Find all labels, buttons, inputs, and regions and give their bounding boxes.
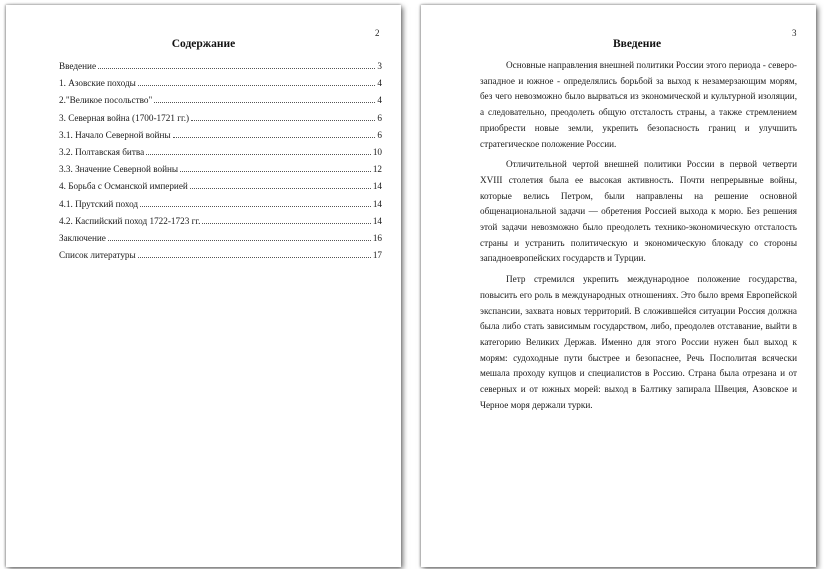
- toc-entry: [59, 75, 382, 92]
- toc-leader-dots: [202, 222, 370, 224]
- toc-entry: [59, 178, 382, 195]
- page-number: 3: [792, 28, 797, 38]
- toc-entry: [59, 161, 382, 178]
- toc-leader-dots: [138, 84, 376, 86]
- paragraph-line: Отличительной чертой внешней политики России в первой четверти: [506, 159, 797, 170]
- toc-entry: [59, 58, 382, 75]
- paragraph-line: стратегическое положение России.: [480, 138, 617, 149]
- paragraph-line: а следовательно, преодолеть общую отсталость страны, а также стремлением: [480, 107, 797, 118]
- toc-entry: [59, 144, 382, 161]
- toc-leader-dots: [154, 101, 375, 103]
- toc-leader-dots: [140, 205, 371, 207]
- toc-leader-dots: [108, 239, 371, 241]
- contents-heading: Содержание: [171, 38, 236, 50]
- toc-entry-title: Введение: [59, 61, 97, 71]
- paragraph-line: северных и от южных морей: выход в Балтику запирала Швеция, Азовское и: [480, 384, 797, 395]
- paragraph-line: западное и южное - определялись борьбой за выход к незамерзающим морям,: [480, 75, 797, 86]
- paragraph-line: XVIII столетия была ее высокая активность. Почти непрерывные войны,: [480, 174, 797, 185]
- toc-entry-page: 6: [377, 112, 382, 123]
- paragraph: [480, 272, 797, 413]
- toc-entry-page: 4: [377, 78, 382, 89]
- paragraph-line: страны и устранить политическую и экономическую блокаду со стороны: [480, 237, 797, 248]
- introduction-body: [480, 58, 797, 418]
- toc-entry: [59, 247, 382, 264]
- toc-entry: [59, 92, 382, 109]
- paragraph-line: которые велись Петром, были направлены на решение основной: [480, 190, 797, 201]
- paragraph-line: экспансии, захвата новых территорий. В сложившейся ситуации Россия должна: [480, 305, 797, 316]
- paragraph-line: приобрести новые земли, укрепить безопасность границ и улучшить: [480, 122, 797, 133]
- toc-entry: [59, 196, 382, 213]
- toc-leader-dots: [138, 256, 371, 258]
- toc-leader-dots: [98, 67, 375, 69]
- toc-entry-page: 3: [377, 61, 382, 71]
- toc-entry-page: 10: [372, 146, 382, 157]
- toc-entry-page: 16: [372, 232, 382, 243]
- paragraph-line: морям: судоходные пути быстрее и безопаснее, Речь Посполитая всячески: [480, 352, 797, 363]
- page-introduction: [421, 5, 816, 567]
- paragraph-line: без чего невозможно было вырваться из экономической и культурной изоляции,: [480, 91, 797, 102]
- toc-entry-title: 3.3. Значение Северной войны: [59, 164, 179, 175]
- toc-leader-dots: [180, 170, 371, 172]
- toc-entry-title: 3.2. Полтавская битва: [59, 146, 145, 157]
- toc-entry-page: 17: [372, 250, 382, 261]
- toc-entry-title: 1. Азовские походы: [59, 78, 136, 89]
- page-number: 2: [375, 28, 380, 38]
- toc-entry-page: 6: [377, 129, 382, 140]
- toc-entry-title: 4. Борьба с Османской империей: [59, 181, 188, 192]
- paragraph-line: была либо стать зависимым государством, либо, преодолев отставание, выйти в: [480, 321, 797, 332]
- toc-entry: [59, 127, 382, 144]
- toc-entry-page: 12: [372, 164, 382, 175]
- toc-entry-title: 4.2. Каспийский поход 1722-1723 гг.: [59, 215, 201, 226]
- paragraph-line: этой задачи невозможно было преодолеть технико-экономическую отсталость: [480, 222, 797, 233]
- paragraph-line: повысить его роль в международных отношениях. Это было время Европейской: [480, 289, 797, 300]
- toc-entry-title: 3.1. Начало Северной войны: [59, 129, 171, 140]
- toc-leader-dots: [190, 187, 371, 189]
- paragraph-line: категорию Великих Держав. Именно для этого России нужен был выход к: [480, 336, 797, 347]
- paragraph: [480, 157, 797, 267]
- paragraph-line: общенациональной задачи — обретения Россией выхода к морю. Без решения: [480, 206, 797, 217]
- toc-leader-dots: [146, 153, 371, 155]
- toc-entry-title: 2."Великое посольство": [59, 95, 153, 106]
- toc-entry-page: 14: [372, 215, 382, 226]
- toc-entry-page: 14: [372, 198, 382, 209]
- toc-entry-page: 14: [372, 181, 382, 192]
- toc-entry-title: Заключение: [59, 232, 106, 243]
- paragraph-line: Основные направления внешней политики России этого периода - северо-: [506, 60, 797, 70]
- paragraph: [480, 58, 797, 152]
- toc-entry-title: 3. Северная война (1700-1721 гг.): [59, 112, 190, 123]
- toc-leader-dots: [173, 136, 376, 138]
- table-of-contents: [59, 58, 382, 264]
- toc-entry: [59, 213, 382, 230]
- toc-leader-dots: [191, 119, 375, 121]
- paragraph-line: Петр стремился укрепить международное положение государства,: [506, 274, 797, 285]
- introduction-heading: Введение: [612, 38, 662, 50]
- paragraph-line: западноевропейских государств и Турции.: [480, 253, 646, 264]
- paragraph-line: Черное моря держали турки.: [480, 399, 593, 410]
- toc-entry-title: Список литературы: [59, 250, 136, 261]
- page-contents: [6, 5, 401, 567]
- toc-entry-page: 4: [377, 95, 382, 106]
- paragraph-line: мешала проходу купцов и специалистов в Россию. Страна была отрезана и от: [480, 368, 797, 379]
- toc-entry-title: 4.1. Прутский поход: [59, 198, 139, 209]
- toc-entry: [59, 230, 382, 247]
- toc-entry: [59, 110, 382, 127]
